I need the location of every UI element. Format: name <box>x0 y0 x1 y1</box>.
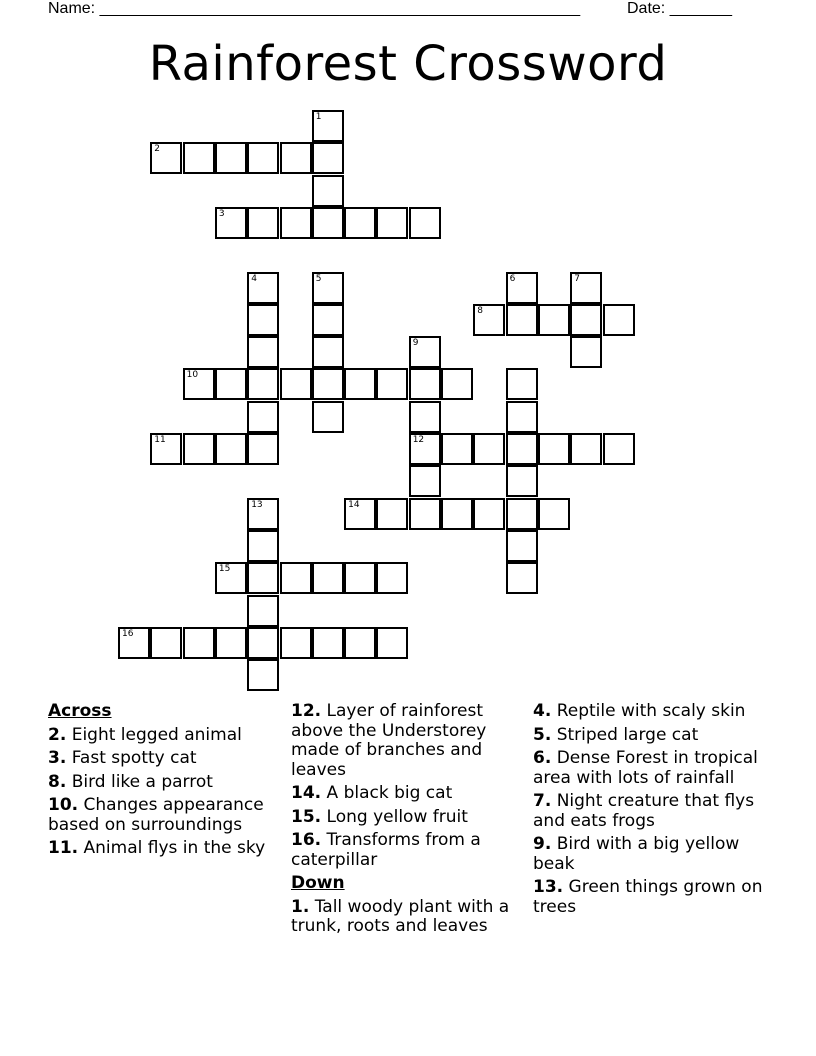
grid-cell[interactable] <box>215 207 247 239</box>
grid-cell[interactable] <box>215 627 247 659</box>
grid-cell[interactable] <box>215 142 247 174</box>
grid-cell[interactable] <box>150 142 182 174</box>
grid-cell[interactable] <box>473 433 505 465</box>
grid-cell[interactable] <box>118 627 150 659</box>
grid-cell[interactable] <box>183 142 215 174</box>
clue-number-label: 1 <box>315 112 322 122</box>
grid-cell[interactable] <box>215 562 247 594</box>
grid-cell[interactable] <box>312 142 344 174</box>
date-line: Date: _______ <box>627 0 732 17</box>
grid-cell[interactable] <box>344 498 376 530</box>
grid-cell[interactable] <box>312 562 344 594</box>
grid-cell[interactable] <box>376 368 408 400</box>
grid-cell[interactable] <box>247 336 279 368</box>
grid-cell[interactable] <box>280 562 312 594</box>
clue-across-10 <box>48 796 280 835</box>
clue-number-label: 10 <box>186 370 199 381</box>
clue-text: A black big cat <box>326 783 453 803</box>
clue-number: 14. <box>291 783 322 803</box>
grid-cell[interactable] <box>312 304 344 336</box>
clue-down-4 <box>533 702 765 722</box>
grid-cell[interactable] <box>506 433 538 465</box>
clue-number: 10. <box>48 795 79 815</box>
grid-cell[interactable] <box>344 627 376 659</box>
grid-cell[interactable] <box>506 562 538 594</box>
clue-number-label: 8 <box>477 305 484 316</box>
grid-cell[interactable] <box>376 562 408 594</box>
grid-cell[interactable] <box>506 530 538 562</box>
clue-number: 11. <box>48 838 79 858</box>
clue-number: 3. <box>48 748 67 768</box>
grid-cell[interactable] <box>506 304 538 336</box>
clue-number-label: 7 <box>574 273 580 284</box>
clue-text: Striped large cat <box>556 724 699 745</box>
grid-cell[interactable] <box>247 142 279 174</box>
grid-cell[interactable] <box>441 368 473 400</box>
grid-cell[interactable] <box>247 595 279 627</box>
grid-cell[interactable] <box>409 433 441 465</box>
clue-column-2 <box>291 702 523 941</box>
grid-cell[interactable] <box>183 433 215 465</box>
grid-cell[interactable] <box>215 433 247 465</box>
grid-cell[interactable] <box>247 659 279 691</box>
grid-cell[interactable] <box>409 336 441 368</box>
grid-cell[interactable] <box>441 498 473 530</box>
clue-down-1 <box>291 898 523 937</box>
grid-cell[interactable] <box>247 562 279 594</box>
grid-cell[interactable] <box>538 498 570 530</box>
grid-cell[interactable] <box>247 368 279 400</box>
grid-cell[interactable] <box>409 368 441 400</box>
clue-column-3 <box>533 702 765 921</box>
clue-text: Eight legged animal <box>71 724 242 745</box>
clue-number-label: 6 <box>509 273 516 284</box>
grid-cell[interactable] <box>603 304 635 336</box>
clue-across-3 <box>48 749 280 769</box>
clue-across-11 <box>48 839 280 859</box>
grid-cell[interactable] <box>312 368 344 400</box>
grid-cell[interactable] <box>538 433 570 465</box>
clue-number-label: 13 <box>251 499 263 510</box>
clue-number: 4. <box>533 701 552 721</box>
grid-cell[interactable] <box>506 465 538 497</box>
across-heading: Across <box>48 701 112 721</box>
clue-down-6 <box>533 749 765 788</box>
clue-number: 7. <box>533 791 552 811</box>
clue-down-9 <box>533 835 765 874</box>
grid-cell[interactable] <box>344 207 376 239</box>
grid-cell[interactable] <box>409 401 441 433</box>
clue-text: Tall woody plant with a trunk, roots and leaves <box>291 896 510 936</box>
grid-cell[interactable] <box>409 465 441 497</box>
grid-cell[interactable] <box>570 336 602 368</box>
grid-cell[interactable] <box>409 498 441 530</box>
grid-cell[interactable] <box>280 207 312 239</box>
clue-number: 15. <box>291 806 322 827</box>
grid-cell[interactable] <box>344 368 376 400</box>
grid-cell[interactable] <box>247 627 279 659</box>
clue-number-label: 16 <box>122 628 134 639</box>
clue-text: Bird like a parrot <box>71 771 213 792</box>
clue-number-label: 4 <box>251 273 257 284</box>
grid-cell[interactable] <box>506 368 538 400</box>
clue-number: 1. <box>291 896 310 917</box>
grid-cell[interactable] <box>280 368 312 400</box>
clue-across-2 <box>48 726 280 746</box>
clue-across-14 <box>291 784 523 804</box>
grid-cell[interactable] <box>312 207 344 239</box>
clue-number: 13. <box>533 877 564 897</box>
grid-cell[interactable] <box>247 272 279 304</box>
clue-text: Reptile with scaly skin <box>556 701 746 721</box>
grid-cell[interactable] <box>150 627 182 659</box>
grid-cell[interactable] <box>441 433 473 465</box>
down-heading: Down <box>291 873 345 893</box>
clue-text: Changes appearance based on surroundings <box>48 795 264 835</box>
grid-cell[interactable] <box>312 336 344 368</box>
grid-cell[interactable] <box>473 498 505 530</box>
grid-cell[interactable] <box>247 530 279 562</box>
clue-number-label: 12 <box>412 435 425 445</box>
clue-number: 12. <box>291 701 322 721</box>
grid-cell[interactable] <box>247 207 279 239</box>
grid-cell[interactable] <box>247 498 279 530</box>
grid-cell[interactable] <box>247 304 279 336</box>
clue-down-5 <box>533 726 765 746</box>
clue-number-label: 3 <box>218 208 225 219</box>
clue-number: 8. <box>48 771 67 792</box>
clue-text: Night creature that flys and eats frogs <box>533 791 755 831</box>
clue-number: 6. <box>533 748 552 768</box>
clue-text: Fast spotty cat <box>71 748 197 768</box>
grid-cell[interactable] <box>570 304 602 336</box>
grid-cell[interactable] <box>312 110 344 142</box>
name-line: Name: ______________________________________________________ <box>48 0 581 17</box>
grid-cell[interactable] <box>150 433 182 465</box>
grid-cell[interactable] <box>183 368 215 400</box>
clue-text: Green things grown on trees <box>533 877 763 917</box>
clue-across-16 <box>291 831 523 870</box>
grid-cell[interactable] <box>376 207 408 239</box>
clue-across-15 <box>291 808 523 828</box>
clue-number: 16. <box>291 830 322 850</box>
grid-cell[interactable] <box>312 175 344 207</box>
clue-across-12 <box>291 702 523 780</box>
grid-cell[interactable] <box>603 433 635 465</box>
clue-down-13 <box>533 878 765 917</box>
grid-cell[interactable] <box>506 498 538 530</box>
clue-number: 2. <box>48 724 67 745</box>
grid-cell[interactable] <box>409 207 441 239</box>
clue-number-label: 5 <box>315 273 322 284</box>
clue-text: Dense Forest in tropical area with lots of rainfall <box>533 748 758 788</box>
grid-cell[interactable] <box>376 498 408 530</box>
grid-cell[interactable] <box>538 304 570 336</box>
grid-cell[interactable] <box>570 433 602 465</box>
clue-number-label: 9 <box>412 338 419 349</box>
grid-cell[interactable] <box>247 401 279 433</box>
clue-number-label: 15 <box>218 564 231 575</box>
grid-cell[interactable] <box>376 627 408 659</box>
clue-text: Transforms from a caterpillar <box>291 830 481 870</box>
clue-column-1 <box>48 702 280 863</box>
grid-cell[interactable] <box>344 562 376 594</box>
grid-cell[interactable] <box>473 304 505 336</box>
grid-cell[interactable] <box>312 272 344 304</box>
grid-cell[interactable] <box>183 627 215 659</box>
grid-cell[interactable] <box>570 272 602 304</box>
grid-cell[interactable] <box>506 401 538 433</box>
grid-cell[interactable] <box>247 433 279 465</box>
grid-cell[interactable] <box>280 627 312 659</box>
clue-down-7 <box>533 792 765 831</box>
clue-number: 9. <box>533 834 552 854</box>
grid-cell[interactable] <box>215 368 247 400</box>
grid-cell[interactable] <box>312 401 344 433</box>
clue-number: 5. <box>533 724 552 745</box>
grid-cell[interactable] <box>280 142 312 174</box>
clue-text: Animal flys in the sky <box>83 838 266 858</box>
grid-cell[interactable] <box>506 272 538 304</box>
clue-text: Bird with a big yellow beak <box>533 834 740 874</box>
page-title: Rainforest Crossword <box>148 36 668 92</box>
clue-text: Layer of rainforest above the Understorey made of branches and leaves <box>291 701 487 780</box>
grid-cell[interactable] <box>312 627 344 659</box>
clue-number-label: 2 <box>154 144 161 155</box>
clue-number-label: 11 <box>154 435 166 445</box>
clue-across-8 <box>48 773 280 793</box>
clue-text: Long yellow fruit <box>326 806 468 827</box>
clue-number-label: 14 <box>348 499 360 510</box>
